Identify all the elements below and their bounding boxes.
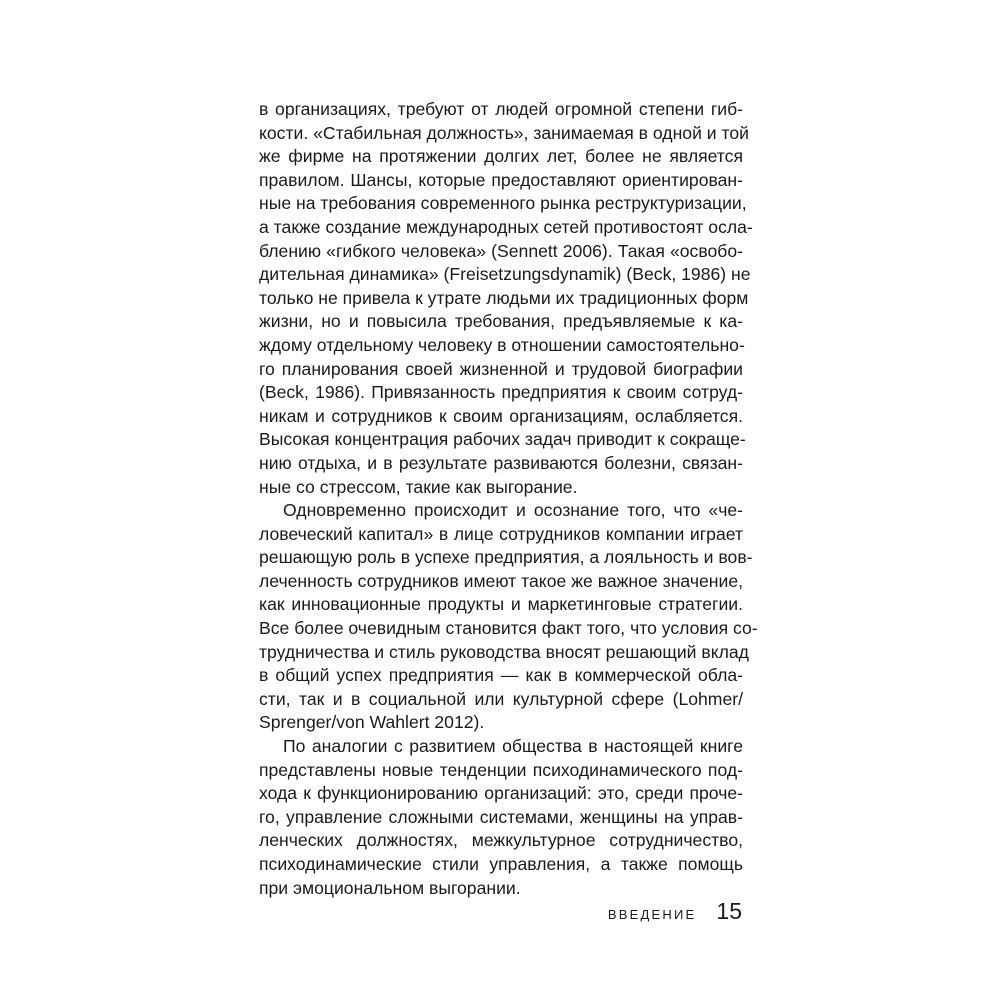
text-line: только не привела к утрате людьми их традиционных форм	[259, 287, 749, 308]
text-line: ленческих должностях, межкультурное сотрудничество,	[259, 830, 743, 851]
text-line: как инновационные продукты и маркетинговые стратегии.	[259, 594, 743, 615]
text-line: Одновременно происходит и осознание того, что «че-	[283, 500, 743, 521]
text-line: ные со стрессом, такие как выгорание.	[259, 476, 578, 497]
text-line: Все более очевидным становится факт того, что условия со-	[259, 618, 758, 639]
text-line: ные на требования современного рынка реструктуризации,	[259, 193, 747, 214]
text-line: же фирме на протяжении долгих лет, более не является	[259, 146, 743, 167]
text-line: По аналогии с развитием общества в настоящей книге	[283, 736, 743, 757]
text-line: а также создание международных сетей противостоят осла-	[259, 216, 753, 237]
text-line: дительная динамика» (Freisetzungsdynamik) (Beck, 1986) не	[259, 264, 751, 285]
body-text	[259, 98, 758, 900]
paragraph-3	[259, 735, 743, 900]
text-line: Sprenger/von Wahlert 2012).	[259, 712, 485, 733]
text-line: (Beck, 1986). Привязанность предприятия к своим сотруд-	[259, 382, 743, 403]
text-line: жизни, но и повысила требования, предъявляемые к ка-	[259, 311, 743, 332]
text-line: никам и сотрудников к своим организациям, ослабляется.	[259, 405, 743, 426]
text-line: ждому отдельному человеку в отношении самостоятельно-	[259, 334, 745, 355]
page-number: 15	[716, 898, 742, 924]
text-line: психодинамические стили управления, а также помощь	[259, 854, 743, 874]
text-line: в организациях, требуют от людей огромной степени гиб-	[259, 99, 743, 119]
paragraph-1	[259, 98, 753, 499]
text-line: решающую роль в успехе предприятия, а лояльность и вов-	[259, 547, 753, 568]
running-footer	[608, 898, 742, 925]
text-line: представлены новые тенденции психодинамического под-	[259, 759, 743, 780]
paragraph-2	[259, 499, 758, 735]
text-line: хода к функционированию организаций: это, среди проче-	[259, 783, 743, 804]
text-line: сти, так и в социальной или культурной сфере (Lohmer/	[259, 688, 743, 709]
section-name: ВВЕДЕНИЕ	[607, 907, 697, 922]
text-line: Высокая концентрация рабочих задач приводит к сокраще-	[259, 429, 746, 450]
text-line: кости. «Стабильная должность», занимаемая в одной и той	[259, 122, 749, 143]
text-line: трудничества и стиль руководства вносят решающий вклад	[259, 641, 749, 662]
text-line: при эмоциональном выгорании.	[259, 877, 521, 898]
text-line: в общий успех предприятия — как в коммерческой обла-	[259, 665, 743, 686]
text-line: ловеческий капитал» в лице сотрудников компании играет	[259, 523, 743, 544]
text-line: правилом. Шансы, которые предоставляют ориентирован-	[259, 169, 743, 190]
text-line: блению «гибкого человека» (Sennett 2006). Такая «освобо-	[259, 240, 743, 261]
text-line: го, управление сложными системами, женщины на управ-	[259, 806, 743, 827]
text-line: леченность сотрудников имеют такое же важное значение,	[259, 570, 743, 591]
text-line: нию отдыха, и в результате развиваются болезни, связан-	[259, 452, 743, 473]
text-line: го планирования своей жизненной и трудовой биографии	[259, 358, 743, 379]
